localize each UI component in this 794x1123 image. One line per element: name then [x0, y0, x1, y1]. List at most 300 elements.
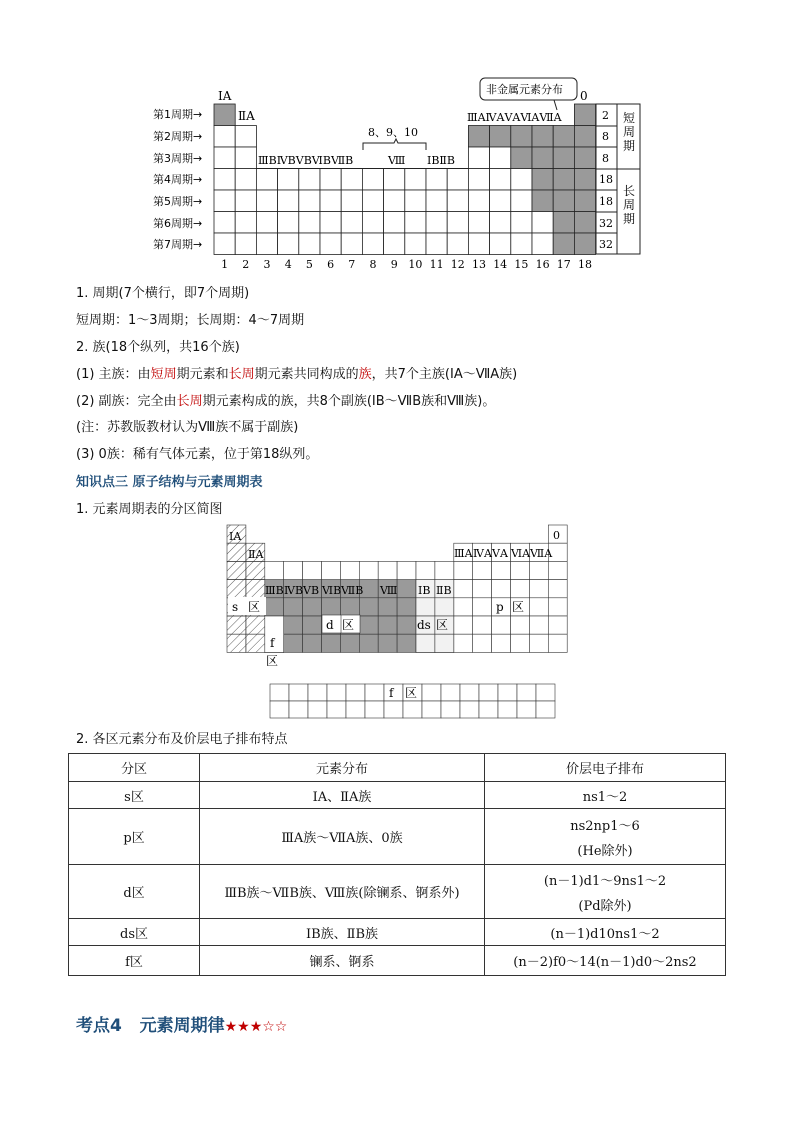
pt1-cell	[574, 212, 595, 234]
ds-zone-qu: 区	[436, 618, 449, 632]
pt1-cell	[235, 169, 256, 191]
periods-detail: 短周期：1～3周期；长周期：4～7周期	[76, 313, 305, 328]
zone-group-B: ⅤB	[303, 584, 320, 597]
zone-diagram-heading: 1. 元素周期表的分区简图	[76, 502, 223, 517]
pt2-cell	[548, 634, 567, 652]
pt1-cell	[532, 212, 553, 234]
pt1-cell	[532, 169, 553, 191]
pt1-cell	[214, 169, 235, 191]
pt2-cell	[511, 580, 530, 598]
column-number: 9	[390, 258, 398, 271]
column-number: 12	[450, 258, 465, 271]
pt2-cell	[397, 616, 416, 634]
f-zone-qu: 区	[405, 686, 418, 700]
count-label: 18	[599, 173, 613, 186]
pt2-cell	[359, 598, 378, 616]
pt2-cell	[548, 580, 567, 598]
pt2-cell	[227, 561, 246, 579]
text-run-red: 长周	[228, 367, 255, 382]
ds-zone-label: ds	[417, 618, 431, 632]
column-number: 5	[305, 258, 313, 271]
pt1-cell	[214, 190, 235, 212]
pt1-cell	[511, 190, 532, 212]
text-run-red: 族	[358, 367, 372, 382]
period-label: 第6周期→	[153, 217, 203, 230]
zone-cell: s区	[69, 782, 200, 809]
pt1-cell	[341, 233, 362, 255]
pt1-cell	[490, 169, 511, 191]
pt2-cell	[378, 616, 397, 634]
pt2-header-cell	[397, 561, 416, 579]
pt1-cell	[214, 126, 235, 148]
f-block-cell	[289, 701, 308, 718]
column-number: 2	[242, 258, 250, 271]
pt1-cell	[256, 190, 277, 212]
groups-A-label: ⅢAⅣAⅤAⅥAⅦA	[467, 111, 562, 124]
group-0-label: 0	[580, 89, 588, 103]
pt2-cell	[378, 634, 397, 652]
pt2-cell	[227, 543, 246, 561]
note-text: (注：苏教版教材认为Ⅷ族不属于副族)	[76, 420, 299, 435]
column-number: 4	[284, 258, 292, 271]
pt1-cell	[320, 212, 341, 234]
f-zone-label: f	[389, 686, 394, 700]
period-label: 第7周期→	[153, 238, 203, 251]
pt1-cell	[490, 126, 511, 148]
pt2-cell	[529, 561, 548, 579]
dist-cell: ⅠA、ⅡA族	[200, 782, 485, 809]
pt1-cell	[468, 233, 489, 255]
f-block-cell	[422, 701, 441, 718]
f-block-cell	[308, 684, 327, 701]
f-block-cell	[422, 684, 441, 701]
pt1-cell	[574, 147, 595, 169]
f-block-cell	[498, 684, 517, 701]
pt2-cell	[492, 634, 511, 652]
pt1-cell	[574, 169, 595, 191]
table-header: 分区	[69, 754, 200, 782]
f-block-cell	[479, 684, 498, 701]
count-label: 32	[599, 238, 613, 251]
pt1-cell	[532, 126, 553, 148]
text-run: (2) 副族：完全由	[76, 394, 177, 409]
column-number: 10	[408, 258, 423, 271]
pt1-cell	[468, 190, 489, 212]
group-zero-text: (3) 0族：稀有气体元素，位于第18纵列。	[76, 447, 319, 462]
column-numbers	[221, 258, 592, 271]
f-block-cell	[270, 701, 289, 718]
pt2-cell	[303, 598, 322, 616]
pt1-cell	[447, 212, 468, 234]
pt2-cell	[416, 634, 435, 652]
zone-group-IA: ⅠA	[229, 530, 242, 543]
nonmetal-callout-label: 非金属元素分布	[486, 83, 563, 96]
f-block-cell	[536, 684, 555, 701]
p-zone-label: p	[496, 600, 504, 614]
pt1-cell	[511, 233, 532, 255]
d-zone-qu: 区	[342, 618, 355, 632]
pt1-cell	[405, 169, 426, 191]
pt1-cell	[320, 233, 341, 255]
f-block-cell	[346, 701, 365, 718]
pt2-header-cell	[359, 561, 378, 579]
pt1-cell	[235, 126, 256, 148]
zone-group-IB: ⅠB	[418, 584, 431, 597]
count-label: 32	[599, 217, 613, 230]
zone-cell: d区	[69, 865, 200, 919]
period-label: 第1周期→	[153, 108, 203, 121]
pt1-cell	[553, 233, 574, 255]
f-block-cell	[460, 701, 479, 718]
table-header: 元素分布	[200, 754, 485, 782]
zone-table-heading: 2. 各区元素分布及价层电子排布特点	[76, 732, 288, 747]
pt1-cell	[511, 126, 532, 148]
pt1-cell	[574, 126, 595, 148]
pt1-cell	[574, 233, 595, 255]
table-row	[69, 809, 726, 865]
pt1-cell	[362, 233, 383, 255]
column-number: 13	[472, 258, 486, 271]
pt1-cell	[214, 147, 235, 169]
pt2-cell	[473, 580, 492, 598]
pt1-cell	[468, 169, 489, 191]
pt2-header-cell	[378, 561, 397, 579]
exam-point-title: 考点4 元素周期律	[76, 1016, 225, 1036]
pt2-cell	[227, 634, 246, 652]
pt1-cell	[468, 212, 489, 234]
pt2-cell	[340, 634, 359, 652]
pt1-cell	[405, 233, 426, 255]
group-VIII-label: Ⅷ	[388, 154, 406, 167]
pt1-cell	[426, 190, 447, 212]
pt1-cell	[341, 212, 362, 234]
pt1-cell	[235, 147, 256, 169]
f-block-cell	[517, 701, 536, 718]
pt2-header-cell	[303, 561, 322, 579]
pt2-header-cell	[284, 561, 303, 579]
text-run: ，共7个主族(ⅠA～ⅦA族)	[371, 367, 518, 382]
f-block-cell	[479, 701, 498, 718]
group-8-10-brace	[363, 139, 426, 150]
zone-cell: f区	[69, 946, 200, 976]
pt2-cell	[492, 561, 511, 579]
pt1-cell	[511, 147, 532, 169]
column-number: 16	[535, 258, 550, 271]
main-groups-text	[76, 363, 517, 382]
pt1-cell	[511, 212, 532, 234]
table-row	[69, 946, 726, 976]
difficulty-stars: ★★★☆☆	[224, 1019, 288, 1035]
pt1-cell	[256, 212, 277, 234]
count-label: 2	[602, 109, 609, 122]
f-block-cell	[384, 701, 403, 718]
pt2-cell	[340, 598, 359, 616]
pt2-cell	[529, 634, 548, 652]
period-label: 第2周期→	[153, 130, 203, 143]
text-run-red: 长周	[176, 394, 203, 409]
pt2-cell	[227, 616, 246, 634]
dist-cell: ⅢB族～ⅦB族、Ⅷ族(除镧系、锕系外)	[200, 865, 485, 919]
pt2-cell	[492, 580, 511, 598]
pt2-header-cell	[416, 561, 435, 579]
pt2-header-cell	[340, 561, 359, 579]
conf-text: (n－2)f0～14(n－1)d0～2ns2	[513, 955, 697, 970]
pt2-cell	[397, 634, 416, 652]
pt2-cell	[548, 616, 567, 634]
conf-note: (Pd除外)	[578, 898, 632, 914]
f-block-cell	[327, 684, 346, 701]
pt2-cell	[435, 598, 454, 616]
sub-groups-text	[76, 390, 495, 409]
pt2-cell	[548, 598, 567, 616]
pt1-cell	[532, 233, 553, 255]
pt1-cell	[490, 147, 511, 169]
pt1-cell	[384, 233, 405, 255]
pt2-cell	[454, 561, 473, 579]
conf-cell	[485, 809, 726, 865]
group-IIA-label: ⅡA	[238, 109, 255, 123]
column-number: 11	[429, 258, 444, 271]
pt1-cell	[511, 169, 532, 191]
f-block-cell	[517, 684, 536, 701]
zone-group-IIA: ⅡA	[248, 548, 264, 561]
pt1-cell	[299, 190, 320, 212]
pt2-cell	[303, 634, 322, 652]
pt2-header-cell	[435, 561, 454, 579]
pt2-cell	[454, 598, 473, 616]
pt1-cell	[362, 169, 383, 191]
pt1-cell	[299, 169, 320, 191]
f-block-cell	[327, 701, 346, 718]
pt1-cell	[214, 233, 235, 255]
f-block-cell	[308, 701, 327, 718]
text-run: (1) 主族：由	[76, 367, 151, 382]
column-number: 7	[348, 258, 356, 271]
pt1-cell	[553, 190, 574, 212]
conf-text: ns2np1～6	[570, 818, 640, 834]
conf-cell	[485, 919, 726, 946]
group-8-10-label: 8、9、10	[368, 126, 418, 139]
pt1-cell	[341, 190, 362, 212]
zone-group-0: 0	[553, 529, 560, 542]
text-run-red: 短周	[150, 367, 177, 382]
f-block-cell	[365, 701, 384, 718]
pt1-cell	[426, 233, 447, 255]
pt1-cell	[468, 147, 489, 169]
dist-cell: 镧系、锕系	[200, 946, 485, 976]
pt2-header-cell	[265, 561, 284, 579]
pt1-cell	[553, 169, 574, 191]
conf-text: ns1～2	[582, 789, 628, 805]
pt1-cell	[426, 212, 447, 234]
table-row	[69, 865, 726, 919]
f-block-cell	[403, 701, 422, 718]
d-zone-label: d	[326, 618, 334, 632]
pt2-cell	[397, 580, 416, 598]
column-number: 17	[556, 258, 571, 271]
pt2-cell	[322, 634, 341, 652]
pt1-cell	[278, 212, 299, 234]
pt1-cell	[384, 190, 405, 212]
pt2-cell	[529, 598, 548, 616]
pt2-cell	[548, 561, 567, 579]
f-block-cell	[270, 684, 289, 701]
f-block-cell	[365, 684, 384, 701]
f-block-cell	[498, 701, 517, 718]
zone-group-B: ⅣB	[284, 584, 304, 597]
pt2-cell	[473, 598, 492, 616]
text-run: 期元素共同构成的	[254, 367, 359, 382]
f-block-cell	[536, 701, 555, 718]
period-label: 第5周期→	[153, 195, 203, 208]
zone-cell: ds区	[69, 919, 200, 946]
pt2-cell	[227, 580, 246, 598]
text-run: 期元素和	[176, 367, 229, 382]
zone-group-A: ⅦA	[530, 547, 553, 560]
column-number: 6	[327, 258, 335, 271]
groups-B-label: ⅢBⅣBⅤBⅥBⅦB	[258, 154, 354, 167]
pt1-cell	[532, 147, 553, 169]
column-number: 3	[263, 258, 271, 271]
f-zone-label-top: f	[270, 636, 275, 650]
zone-cell: p区	[69, 809, 200, 865]
short-period-label: 短周期	[623, 111, 636, 153]
conf-cell	[485, 782, 726, 809]
pt1-cell	[235, 190, 256, 212]
pt2-cell	[246, 616, 265, 634]
pt1-cell	[490, 212, 511, 234]
zone-group-B: ⅢB	[265, 584, 284, 597]
pt2-cell	[492, 616, 511, 634]
pt2-cell	[284, 634, 303, 652]
pt2-header-cell	[322, 561, 341, 579]
pt1-cell	[384, 212, 405, 234]
pt1-cell	[214, 104, 235, 126]
pt1-cell	[256, 233, 277, 255]
periodic-table-periods-diagram	[0, 0, 794, 280]
pt2-cell	[529, 616, 548, 634]
pt1-cell	[426, 169, 447, 191]
periodic-table-zones-diagram	[0, 520, 794, 720]
zone-group-VIII: Ⅷ	[380, 584, 398, 597]
pt2-cell	[246, 580, 265, 598]
pt1-cell	[362, 212, 383, 234]
f-block-cell	[384, 684, 403, 701]
f-block-cell	[460, 684, 479, 701]
text-run: 期元素构成的族，共8个副族(ⅠB～ⅦB族和Ⅷ族)。	[202, 394, 496, 409]
period-label: 第4周期→	[153, 173, 203, 186]
pt1-cell	[574, 190, 595, 212]
pt1-cell	[278, 233, 299, 255]
pt1-cell	[320, 190, 341, 212]
column-number: 8	[369, 258, 377, 271]
pt2-cell	[359, 616, 378, 634]
pt2-cell	[265, 598, 284, 616]
pt2-cell	[511, 561, 530, 579]
pt2-cell	[284, 616, 303, 634]
column-number: 14	[493, 258, 508, 271]
pt1-cell	[320, 169, 341, 191]
pt1-cell	[278, 169, 299, 191]
f-block-cell	[289, 684, 308, 701]
pt1-cell	[384, 169, 405, 191]
pt1-cell	[532, 190, 553, 212]
pt1-cell	[278, 190, 299, 212]
groups-IB-IIB-label: ⅠBⅡB	[427, 154, 455, 167]
pt2-cell	[246, 634, 265, 652]
zone-group-A: ⅥA	[511, 547, 531, 560]
pt1-cell	[362, 190, 383, 212]
groups-heading: 2. 族(18个纵列，共16个族)	[76, 340, 240, 355]
pt2-cell	[303, 616, 322, 634]
pt2-cell	[378, 598, 397, 616]
table-row	[69, 919, 726, 946]
pt2-cell	[246, 561, 265, 579]
f-block-cell	[441, 701, 460, 718]
table-header-row	[69, 754, 726, 782]
period-label: 第3周期→	[153, 152, 203, 165]
count-label: 18	[599, 195, 613, 208]
nonmetal-callout-pointer	[554, 100, 557, 110]
pt2-cell	[511, 616, 530, 634]
pt1-cell	[235, 212, 256, 234]
count-label: 8	[602, 152, 609, 165]
pt1-cell	[299, 212, 320, 234]
pt1-cell	[490, 233, 511, 255]
pt1-cell	[553, 147, 574, 169]
pt2-cell	[454, 580, 473, 598]
dist-cell: ⅠB族、ⅡB族	[200, 919, 485, 946]
conf-cell	[485, 946, 726, 976]
f-block-cell	[346, 684, 365, 701]
conf-text: (n－1)d10ns1～2	[550, 926, 660, 942]
pt2-cell	[473, 561, 492, 579]
pt1-cell	[299, 233, 320, 255]
pt1-cell	[574, 104, 595, 126]
dist-cell: ⅢA族～ⅦA族、0族	[200, 809, 485, 865]
pt2-cell	[284, 598, 303, 616]
pt2-cell	[473, 634, 492, 652]
pt2-cell	[473, 616, 492, 634]
pt1-cell	[405, 190, 426, 212]
pt1-cell	[405, 212, 426, 234]
pt2-cell	[359, 634, 378, 652]
zone-table	[68, 753, 726, 976]
pt1-cell	[447, 190, 468, 212]
pt1-cell	[256, 169, 277, 191]
pt2-cell	[454, 616, 473, 634]
group-IA-label: ⅠA	[218, 89, 232, 103]
zone-group-IIB: ⅡB	[436, 584, 452, 597]
conf-cell	[485, 865, 726, 919]
pt2-cell	[511, 634, 530, 652]
pt2-cell	[454, 634, 473, 652]
conf-text: (n－1)d1～9ns1～2	[543, 873, 667, 889]
column-number: 1	[221, 258, 229, 271]
s-zone-label: s	[232, 600, 239, 614]
zone-group-A: ⅢA	[454, 547, 473, 560]
periods-heading: 1. 周期(7个横行，即7个周期)	[76, 286, 250, 301]
count-label: 8	[602, 130, 609, 143]
pt2-cell	[322, 598, 341, 616]
pt1-cell	[214, 212, 235, 234]
zone-group-A: ⅣA	[473, 547, 492, 560]
pt1-cell	[553, 126, 574, 148]
long-period-label: 长周期	[623, 184, 636, 226]
pt1-cell	[341, 169, 362, 191]
pt1-cell	[447, 233, 468, 255]
zone-group-A: ⅤA	[492, 547, 508, 560]
